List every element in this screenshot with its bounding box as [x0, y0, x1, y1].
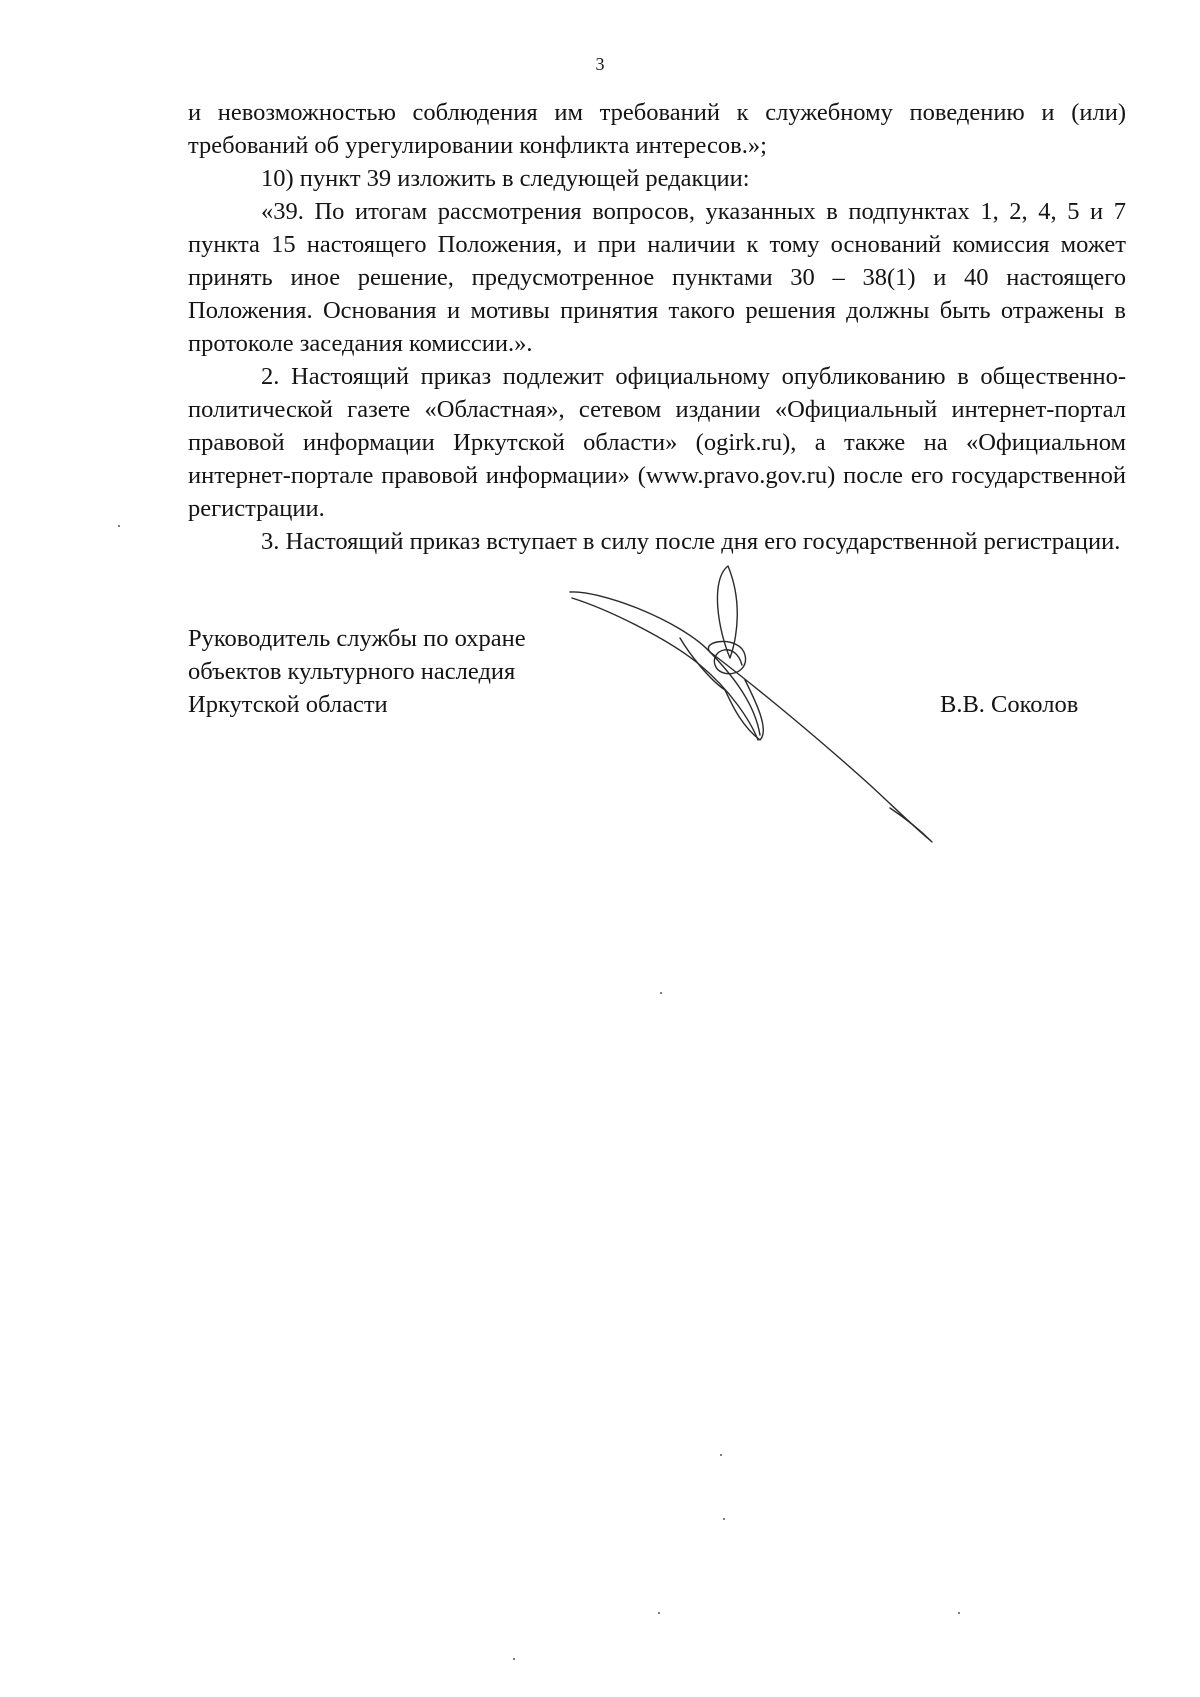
- scan-speck: [658, 1612, 660, 1614]
- paragraph-entry-into-force: 3. Настоящий приказ вступает в силу после дня его государственной регистрации.: [261, 528, 1121, 555]
- page-number: 3: [595, 54, 605, 74]
- signer-position: [188, 622, 526, 721]
- handwritten-signature: [560, 540, 980, 870]
- signer-name: В.В. Соколов: [940, 691, 1079, 718]
- paragraph-item-10: 10) пункт 39 изложить в следующей редакции:: [261, 165, 750, 192]
- signer-position-line: Руководитель службы по охране: [188, 625, 526, 652]
- scan-speck: [958, 1612, 960, 1614]
- scan-speck: [720, 1454, 722, 1456]
- scan-speck: [660, 992, 662, 994]
- paragraph-continuation: и невозможностью соблюдения им требований к служебному поведению и (или) требований об урегулировании конфликта интересов.»;: [188, 99, 1126, 159]
- signer-position-line: объектов культурного наследия: [188, 658, 516, 685]
- signer-position-line: Иркутской области: [188, 691, 388, 718]
- paragraph-publication: 2. Настоящий приказ подлежит официальному опубликованию в общественно-политической газете «Областная», сетевом издании «Официальный интернет-портал правовой информации Иркутской области» (ogirk.ru), а также на «Официальном интернет-портале правовой информации» (www.pravo.gov.ru) после его государственной регистрации.: [188, 363, 1126, 522]
- document-body: [188, 96, 1126, 558]
- scan-speck: [513, 1658, 515, 1660]
- paragraph-point-39: «39. По итогам рассмотрения вопросов, указанных в подпунктах 1, 2, 4, 5 и 7 пункта 15 настоящего Положения, и при наличии к тому оснований комиссия может принять иное решение, предусмотренное пунктами 30 – 38(1) и 40 настоящего Положения. Основания и мотивы принятия такого решения должны быть отражены в протоколе заседания комиссии.».: [188, 198, 1126, 357]
- scan-speck: [723, 1518, 725, 1520]
- scan-speck: [118, 525, 120, 527]
